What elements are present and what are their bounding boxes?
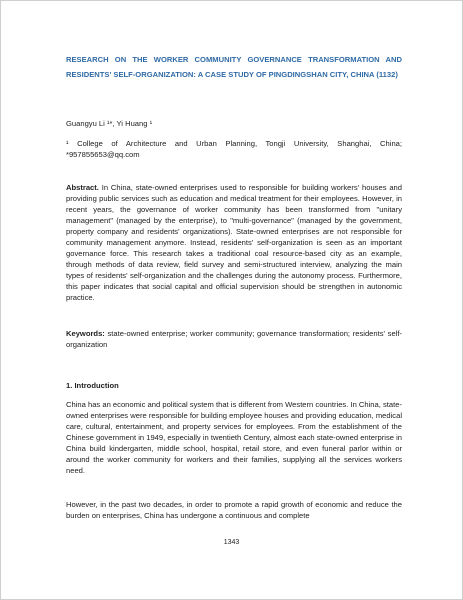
abstract-paragraph: [66, 182, 402, 303]
keywords-label: Keywords:: [66, 329, 105, 338]
keywords-text: state-owned enterprise; worker community; governance transformation; residents' self-organization: [66, 329, 402, 349]
abstract-label: Abstract.: [66, 183, 99, 192]
section-heading-introduction: 1. Introduction: [66, 381, 119, 390]
abstract-text: In China, state-owned enterprises used to responsible for building workers' houses and providing public services such as education and medical treatment for their employees. However, in recent years, the governance of worker community has been transformed from "unitary management" (managed by the enterprise), to "multi-governance" (managed by the government, property company and residents' organizations). State-owned enterprises are not responsible for community management anymore. Instead, residents' self-organization is seen as an important governance force. This research takes a traditional coal resource-based city as an example, through methods of data review, field survey and semi-structured interview, analyzing the main types of residents' self-organization and the challenges during the autonomy process. Furthermore, this paper indicates that social capital and official supervision should be strengthen in autonomic practice.: [66, 183, 402, 302]
keywords-paragraph: [66, 328, 402, 350]
author-affiliation: ¹ College of Architecture and Urban Planning, Tongji University, Shanghai, China; *957855653@qq.com: [66, 139, 402, 159]
body-paragraph-2: However, in the past two decades, in order to promote a rapid growth of economic and reduce the burden on enterprises, China has undergone a continuous and complete: [66, 500, 402, 520]
page-number: 1343: [223, 539, 240, 546]
body-paragraph-1: China has an economic and political system that is different from Western countries. In China, state-owned enterprises were responsible for building employee houses and providing education, medical care, cultural, entertainment, and property services for employees. From the establishment of the Chinese government in 1949, especially in twentieth Century, almost each state-owned enterprise in China build kindergarten, middle school, hospital, retail store, and even funeral parlor within or around the worker community for workers and their families, supplying all the services workers need.: [66, 400, 402, 475]
paper-title: RESEARCH ON THE WORKER COMMUNITY GOVERNANCE TRANSFORMATION AND RESIDENTS' SELF-ORGANIZATION: A CASE STUDY OF PINGDINGSHAN CITY, CHINA (1132): [66, 55, 402, 79]
paper-authors: Guangyu Li ¹*, Yi Huang ¹: [66, 119, 153, 128]
